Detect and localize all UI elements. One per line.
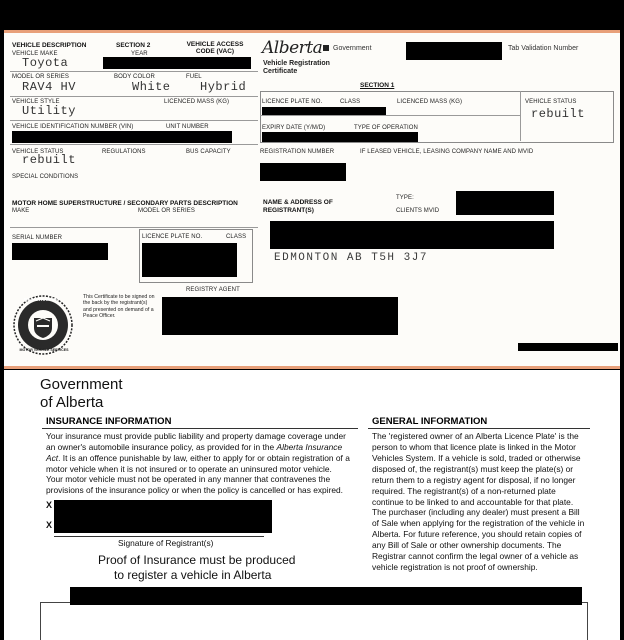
class-label: CLASS [340,99,361,105]
body-color-label: BODY COLOR [114,74,155,80]
style-label: VEHICLE STYLE [12,99,60,105]
vac-heading: VEHICLE ACCESS CODE (VAC) [186,41,244,55]
redacted-vin [12,131,232,143]
vehicle-description-heading: VEHICLE DESCRIPTION [12,42,87,49]
fuel-value: Hybrid [200,80,247,94]
government-line2: of Alberta [40,394,104,411]
redacted-plate [262,107,386,115]
motor-home-make-label: MAKE [12,208,30,214]
divider [260,115,520,116]
redacted-serial [12,243,108,260]
registration-number-label: REGISTRATION NUMBER [260,149,335,155]
expiry-label: EXPIRY DATE (Y/M/D) [262,125,326,131]
peace-officer-notice: This Certificate to be signed on the back by the registrant(s) and presented on demand of a Peace Officer. [83,294,155,320]
insurance-paragraph-1 [46,431,352,475]
vehicle-make-value: Toyota [22,56,69,70]
divider [368,428,590,429]
licenced-mass-label: LICENCED MASS (KG) [164,99,230,105]
redacted-tab-number [406,42,502,60]
general-paragraph-2: The purchaser (including any dealer) must present a Bill of Sale when applying for the registration of the vehicle in Alberta. For future reference, you should retain copies of any Bill of Sale or other ownership documents. The Registrar cannot confirm the legal owner of a vehicle as vehicle registration is not proof of ownership. [372,507,585,572]
alberta-logo: Alberta [262,38,323,58]
redacted-year [103,57,251,69]
unit-number-label: UNIT NUMBER [166,124,209,130]
seal-text-top: REGISTRAR OF [24,297,59,302]
divider [10,71,258,72]
certificate-title: Vehicle Registration Certificate [263,60,330,75]
style-value: Utility [22,104,76,118]
registration-certificate [4,30,620,369]
registrar-seal [12,294,74,356]
section1-status-label: VEHICLE STATUS [525,99,577,105]
clients-mvid-label: CLIENTS MVID [396,208,440,214]
type-label: TYPE: [396,195,414,201]
redacted-expiry [262,132,418,142]
logo-government: Government [333,45,372,52]
year-label: YEAR [131,51,148,57]
name-address-label: NAME & ADDRESS OF REGISTRANT(S) [263,199,333,214]
model-label: MODEL OR SERIES [12,74,69,80]
divider [10,227,258,228]
divider [520,91,521,141]
insurance-p1-text-end: . It is an offence punishable by law, either to apply for or obtain registration of a motor vehicle when it is not insured or to operate an uninsured motor vehicle. [46,453,350,474]
regulations-label: REGULATIONS [102,149,146,155]
bus-capacity-label: BUS CAPACITY [186,149,231,155]
section1-status-value: rebuilt [531,107,585,121]
insurance-p1-text: Your insurance must provide public liability and property damage coverage under an owner's automobile insurance policy, as provided for in the [46,431,346,452]
divider [10,96,258,97]
fuel-label: FUEL [186,74,202,80]
redacted-footer [70,587,582,605]
plate-label: LICENCE PLATE NO. [262,99,323,105]
tab-validation-label: Tab Validation Number [508,45,579,52]
vehicle-make-label: VEHICLE MAKE [12,51,58,57]
logo-mark-icon [323,45,329,51]
divider [10,144,258,145]
redacted-serial-footer [518,343,618,351]
general-heading: GENERAL INFORMATION [372,416,488,427]
signature-line [54,536,264,537]
divider [10,120,258,121]
vehicle-status-value: rebuilt [22,153,76,167]
motor-home-model-label: MODEL OR SERIES [138,208,195,214]
government-line1: Government [40,376,123,393]
general-paragraph-1: The 'registered owner of an Alberta Licence Plate' is the person to whom that licence plate is linked in the Motor Vehicles System. If a vehicle is sold, traded or otherwise disposed of, the registrant(s) must keep the plate(s) or return them to a registry agent for disposal, if no longer required. The registrant(s) of a non-returned plate continue to be linked to and accountable for that plate. [372,431,581,507]
special-conditions-label: SPECIAL CONDITIONS [12,174,79,180]
seal-text-bottom: MOTOR VEHICLE SERVICES [19,348,69,352]
vehicle-status-label: VEHICLE STATUS [12,149,64,155]
redacted-motor-home-plate [142,243,237,277]
insurance-act-name: Alberta Insurance Act [46,442,343,463]
section1-mass-label: LICENCED MASS (KG) [397,99,463,105]
serial-label: SERIAL NUMBER [12,235,63,241]
leased-label: IF LEASED VEHICLE, LEASING COMPANY NAME AND MVID [360,149,534,155]
seal-emblem-icon [12,294,74,356]
divider [42,428,358,429]
bottom-frame [40,602,588,640]
registry-agent-label: REGISTRY AGENT [186,287,240,293]
proof-line-2: to register a vehicle in Alberta [114,568,272,582]
redacted-mvid [456,191,554,215]
section2-heading: SECTION 2 [116,42,151,49]
signature-x-mark-2: X [46,520,53,530]
motor-home-plate-label: LICENCE PLATE NO. [142,234,203,240]
insurance-paragraph-2: Your motor vehicle must not be operated in any manner that contravenes the provisions of the insurance policy or when the policy is cancelled or has expired. [46,474,344,495]
motor-home-heading: MOTOR HOME SUPERSTRUCTURE / SECONDARY PARTS DESCRIPTION [12,200,238,207]
redacted-registrant-name [270,221,554,249]
insurance-heading: INSURANCE INFORMATION [46,416,172,427]
certificate-back [4,370,620,640]
motor-home-class-label: CLASS [226,234,247,240]
proof-line-1: Proof of Insurance must be produced [98,553,296,567]
vin-label: VEHICLE IDENTIFICATION NUMBER (VIN) [12,124,134,130]
body-color-value: White [132,80,171,94]
registrant-city-line: EDMONTON AB T5H 3J7 [274,252,428,264]
redacted-registry-agent [162,297,398,335]
model-value: RAV4 HV [22,80,76,94]
signature-x-mark: X [46,500,53,510]
section1-heading: SECTION 1 [360,82,395,89]
operation-label: TYPE OF OPERATION [354,125,418,131]
redacted-registration-number [260,163,346,181]
redacted-signature [54,500,272,533]
signature-label: Signature of Registrant(s) [118,538,214,548]
